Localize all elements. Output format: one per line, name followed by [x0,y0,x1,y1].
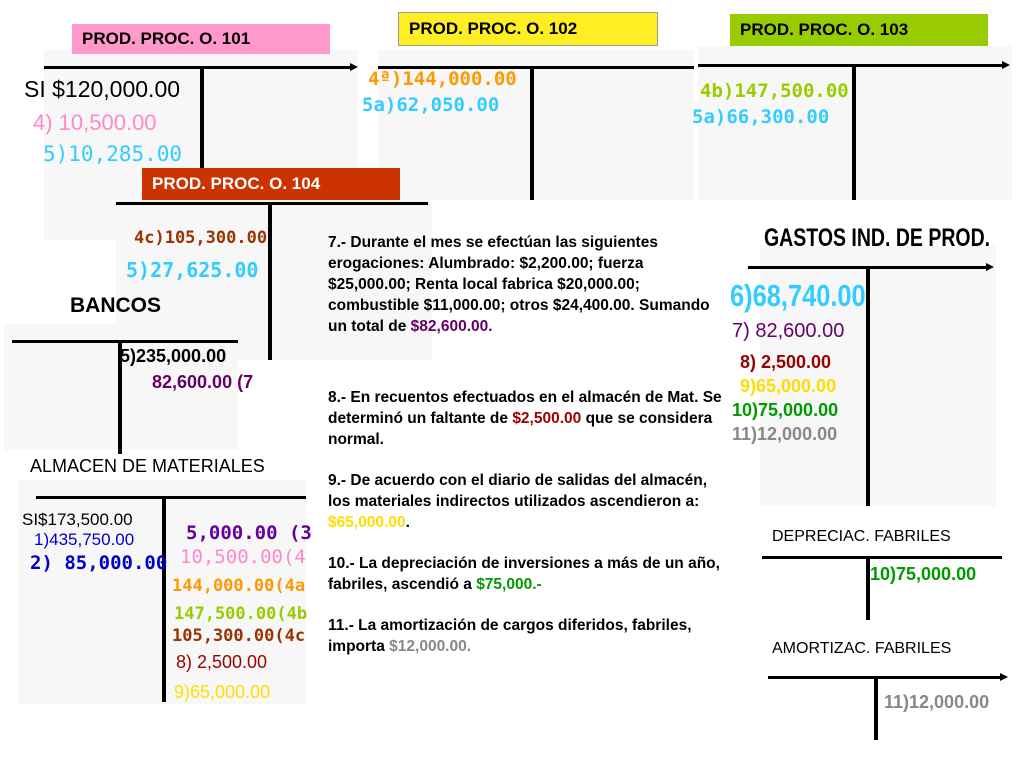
paragraph-11 [328,615,726,657]
account-103-vline [852,64,856,200]
arrow-icon [1002,61,1010,69]
arrow-icon [986,263,994,271]
paragraph-9-end: . [405,514,410,531]
account-104-entry-5: 5)27,625.00 [126,258,259,282]
almacen-title: ALMACEN DE MATERIALES [30,456,265,476]
account-103-entry-4b: 4b)147,500.00 [700,80,849,102]
gastos-title: GASTOS IND. DE PROD. [764,224,991,252]
account-101-si: SI $120,000.00 [24,76,181,102]
amortizac-credit-11: 11)12,000.00 [884,692,990,712]
paragraph-10-text: 10.- La depreciación de inversiones a más de un año, fabriles, ascendió a [328,555,720,593]
almacen-debit-1: 1)435,750.00 [34,530,135,549]
paragraph-10-amount: $75,000.- [476,576,542,593]
bancos-title: BANCOS [70,294,162,317]
amortizac-title: AMORTIZAC. FABRILES [772,640,952,657]
bancos-hline [12,340,238,343]
paragraph-8-end: que se considera normal. [328,410,713,448]
account-101-vline [200,66,204,172]
account-103-hline [698,64,1004,67]
paragraph-10 [328,553,726,595]
account-102-title: PROD. PROC. O. 102 [398,12,658,46]
paragraph-8-text: 8.- En recuentos efectuados en el almacén de Mat. Se determinó un faltante de [328,389,722,427]
paragraph-9-amount: $65,000.00 [328,514,406,531]
arrow-icon [1000,673,1008,681]
almacen-debit-2: 2) 85,000.00 [30,552,168,574]
gastos-debit-7: 7) 82,600.00 [732,320,845,342]
paragraph-8-amount: $2,500.00 [512,410,582,427]
account-102-entry-5a: 5a)62,050.00 [362,94,500,116]
almacen-si: SI$173,500.00 [22,510,133,529]
paragraph-7-amount: $82,600.00. [410,318,493,335]
bancos-entry-5: 5)235,000.00 [120,346,227,366]
paragraph-9 [328,470,726,533]
almacen-credit-4a: 144,000.00(4a [172,576,306,596]
gastos-debit-11: 11)12,000.00 [732,424,838,444]
almacen-vline [162,496,166,702]
almacen-credit-3: 5,000.00 (3 [186,522,312,544]
almacen-credit-4c: 105,300.00(4c [172,626,306,646]
almacen-credit-4: 10,500.00(4 [180,546,306,568]
paragraph-8 [328,387,726,450]
paragraph-11-amount: $12,000.00. [389,638,472,655]
paragraph-11-text: 11.- La amortización de cargos diferidos, fabriles, importa [328,617,692,655]
almacen-hline [36,496,306,499]
account-103-title: PROD. PROC. O. 103 [730,14,988,46]
gastos-debit-10: 10)75,000.00 [732,400,839,420]
account-101-title: PROD. PROC. O. 101 [72,24,330,54]
arrow-icon [350,63,358,71]
bancos-entry-7: 82,600.00 (7 [152,372,254,392]
gastos-vline [866,266,870,506]
paragraph-9-text: 9.- De acuerdo con el diario de salidas del almacén, los materiales indirectos utilizados ascendieron a: [328,472,708,510]
account-104-entry-4c: 4c)105,300.00 [134,228,268,248]
account-104-hline [116,202,428,205]
almacen-credit-4b: 147,500.00(4b [174,604,308,624]
depreciac-credit-10: 10)75,000.00 [870,564,977,584]
paragraph-7-text: 7.- Durante el mes se efectúan las siguientes erogaciones: Alumbrado: $2,200.00; fuerza $25,000.00; Renta local fabrica $20,000.00; combustible $11,000.00; otros $24,400.00. Sumando un total de [328,234,710,335]
depreciac-title: DEPRECIAC. FABRILES [772,528,951,545]
account-101-entry-4: 4) 10,500.00 [33,110,157,135]
amortizac-hline [768,676,1002,679]
gastos-credit-6: 6)68,740.00 [730,278,866,313]
amortizac-vline [874,676,878,740]
account-101-entry-5: 5)10,285.00 [43,142,183,166]
paragraph-7 [328,232,726,337]
almacen-credit-8: 8) 2,500.00 [176,652,268,672]
account-101-hline [44,66,352,69]
gastos-debit-8: 8) 2,500.00 [740,352,832,372]
gastos-debit-9: 9)65,000.00 [740,376,837,396]
account-104-title: PROD. PROC. O. 104 [142,168,400,200]
account-103-entry-5a: 5a)66,300.00 [692,106,830,128]
account-102-entry-4a: 4ª)144,000.00 [368,68,517,90]
account-102-vline [530,66,534,200]
almacen-credit-9: 9)65,000.00 [174,682,271,702]
depreciac-hline [762,556,1002,559]
account-104-vline [268,202,272,360]
